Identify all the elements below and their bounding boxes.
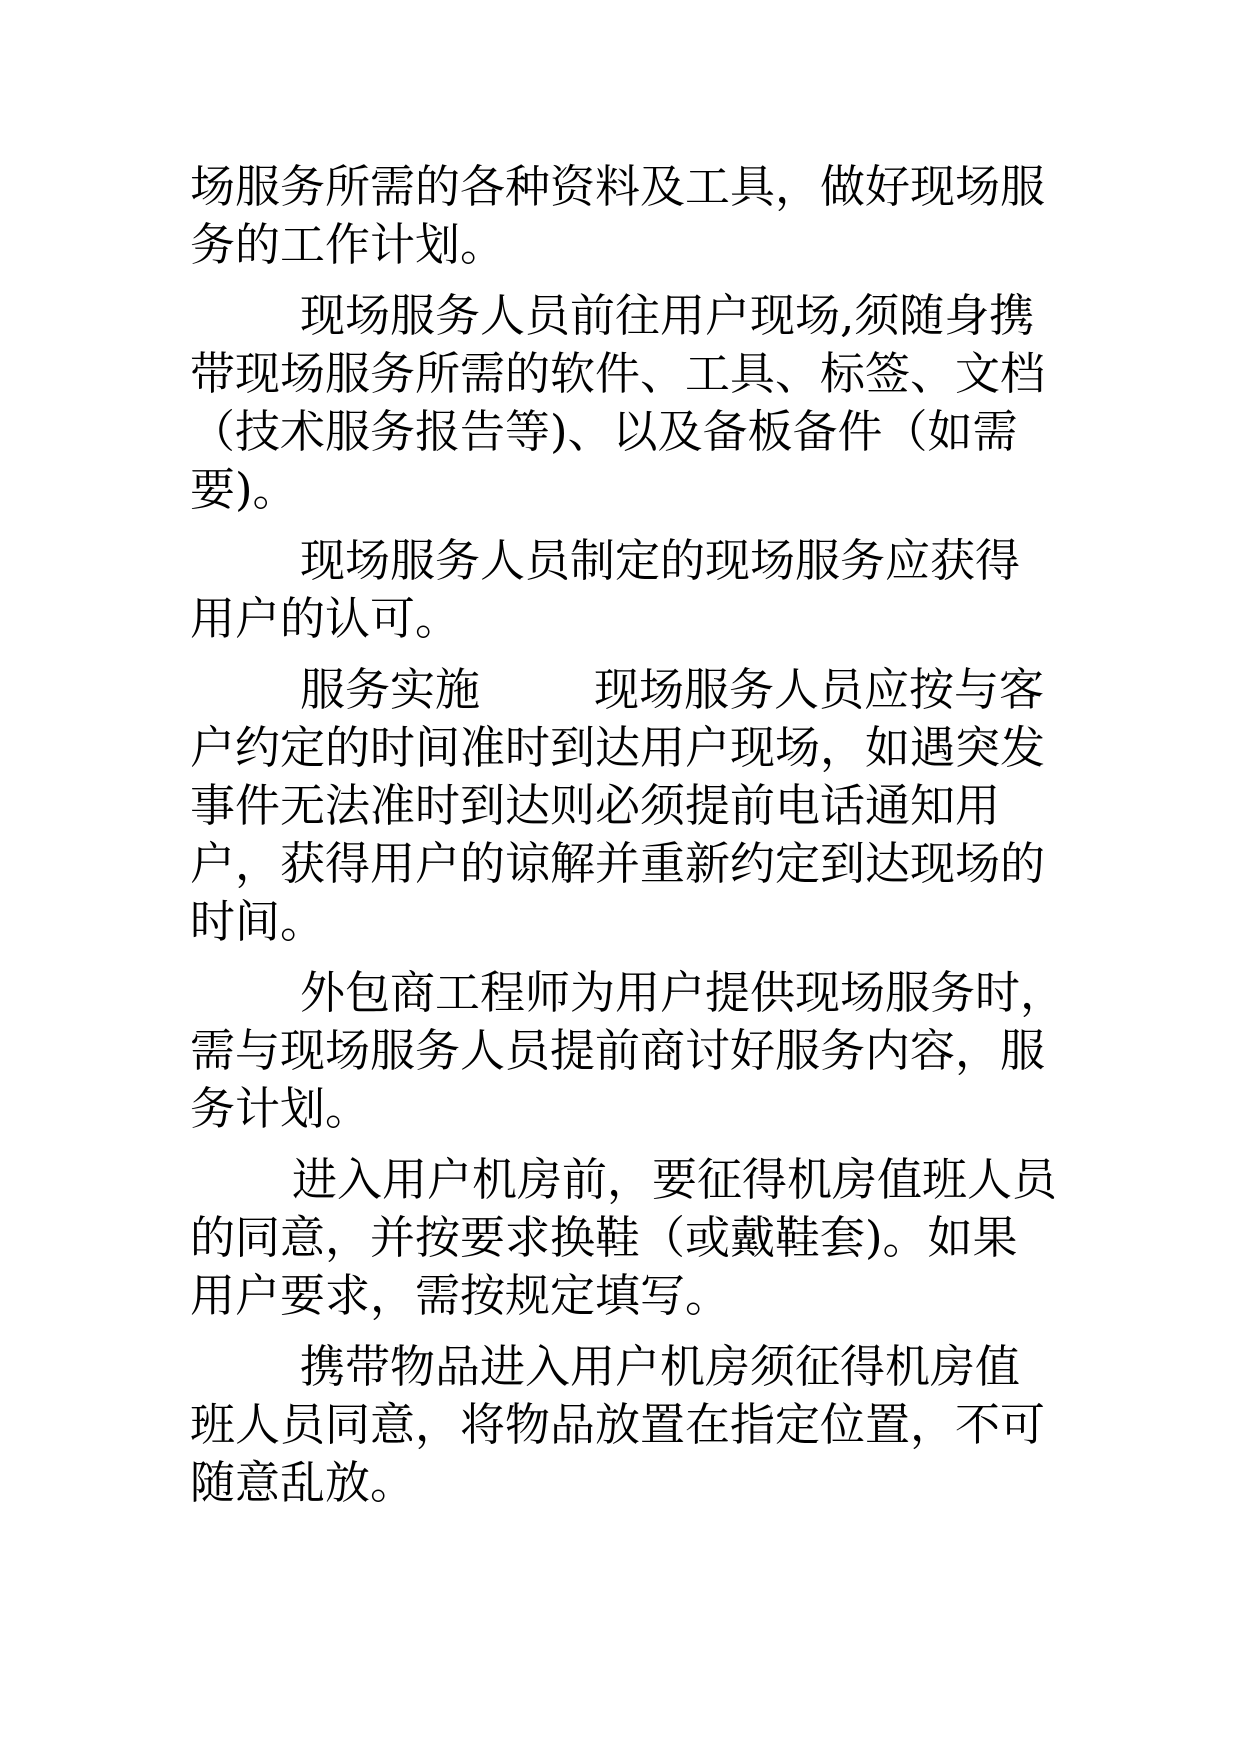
text-line: 的同意，并按要求换鞋（或戴鞋套)。如果 xyxy=(190,1211,1018,1264)
text-line: 用户的认可。 xyxy=(190,592,461,645)
section-heading: 服务实施 xyxy=(300,663,481,716)
paragraph-start-line: 进入用户机房前，要征得机房值班人员 xyxy=(292,1153,1058,1206)
paragraph-start-line: 现场服务人员前往用户现场,须随身携 xyxy=(300,289,1035,342)
text-line: 务的工作计划。 xyxy=(190,218,506,271)
paragraph-start-line: 现场服务人员制定的现场服务应获得 xyxy=(300,534,1021,587)
text-line: 带现场服务所需的软件、工具、标签、文档 xyxy=(190,347,1046,400)
text-line: 要)。 xyxy=(190,463,298,516)
text-line: 随意乱放。 xyxy=(190,1456,416,1509)
text-line: 时间。 xyxy=(190,895,326,948)
text-line: 场服务所需的各种资料及工具，做好现场服 xyxy=(190,160,1046,213)
text-line: 需与现场服务人员提前商讨好服务内容，服 xyxy=(190,1024,1046,1077)
paragraph-start-line: 携带物品进入用户机房须征得机房值 xyxy=(300,1340,1021,1393)
text-line: 事件无法准时到达则必须提前电话通知用 xyxy=(190,779,1001,832)
text-line: 班人员同意，将物品放置在指定位置，不可 xyxy=(190,1398,1046,1451)
text-line: 户约定的时间准时到达用户现场，如遇突发 xyxy=(190,721,1046,774)
text-line: （技术服务报告等)、以及备板备件（如需 xyxy=(190,405,1018,458)
text-line: 户，获得用户的谅解并重新约定到达现场的 xyxy=(190,837,1046,890)
text-line: 用户要求，需按规定填写。 xyxy=(190,1269,731,1322)
text-line: 务计划。 xyxy=(190,1082,371,1135)
paragraph-start-line: 现场服务人员应按与客 xyxy=(594,663,1045,716)
paragraph-start-line: 外包商工程师为用户提供现场服务时， xyxy=(300,966,1066,1019)
